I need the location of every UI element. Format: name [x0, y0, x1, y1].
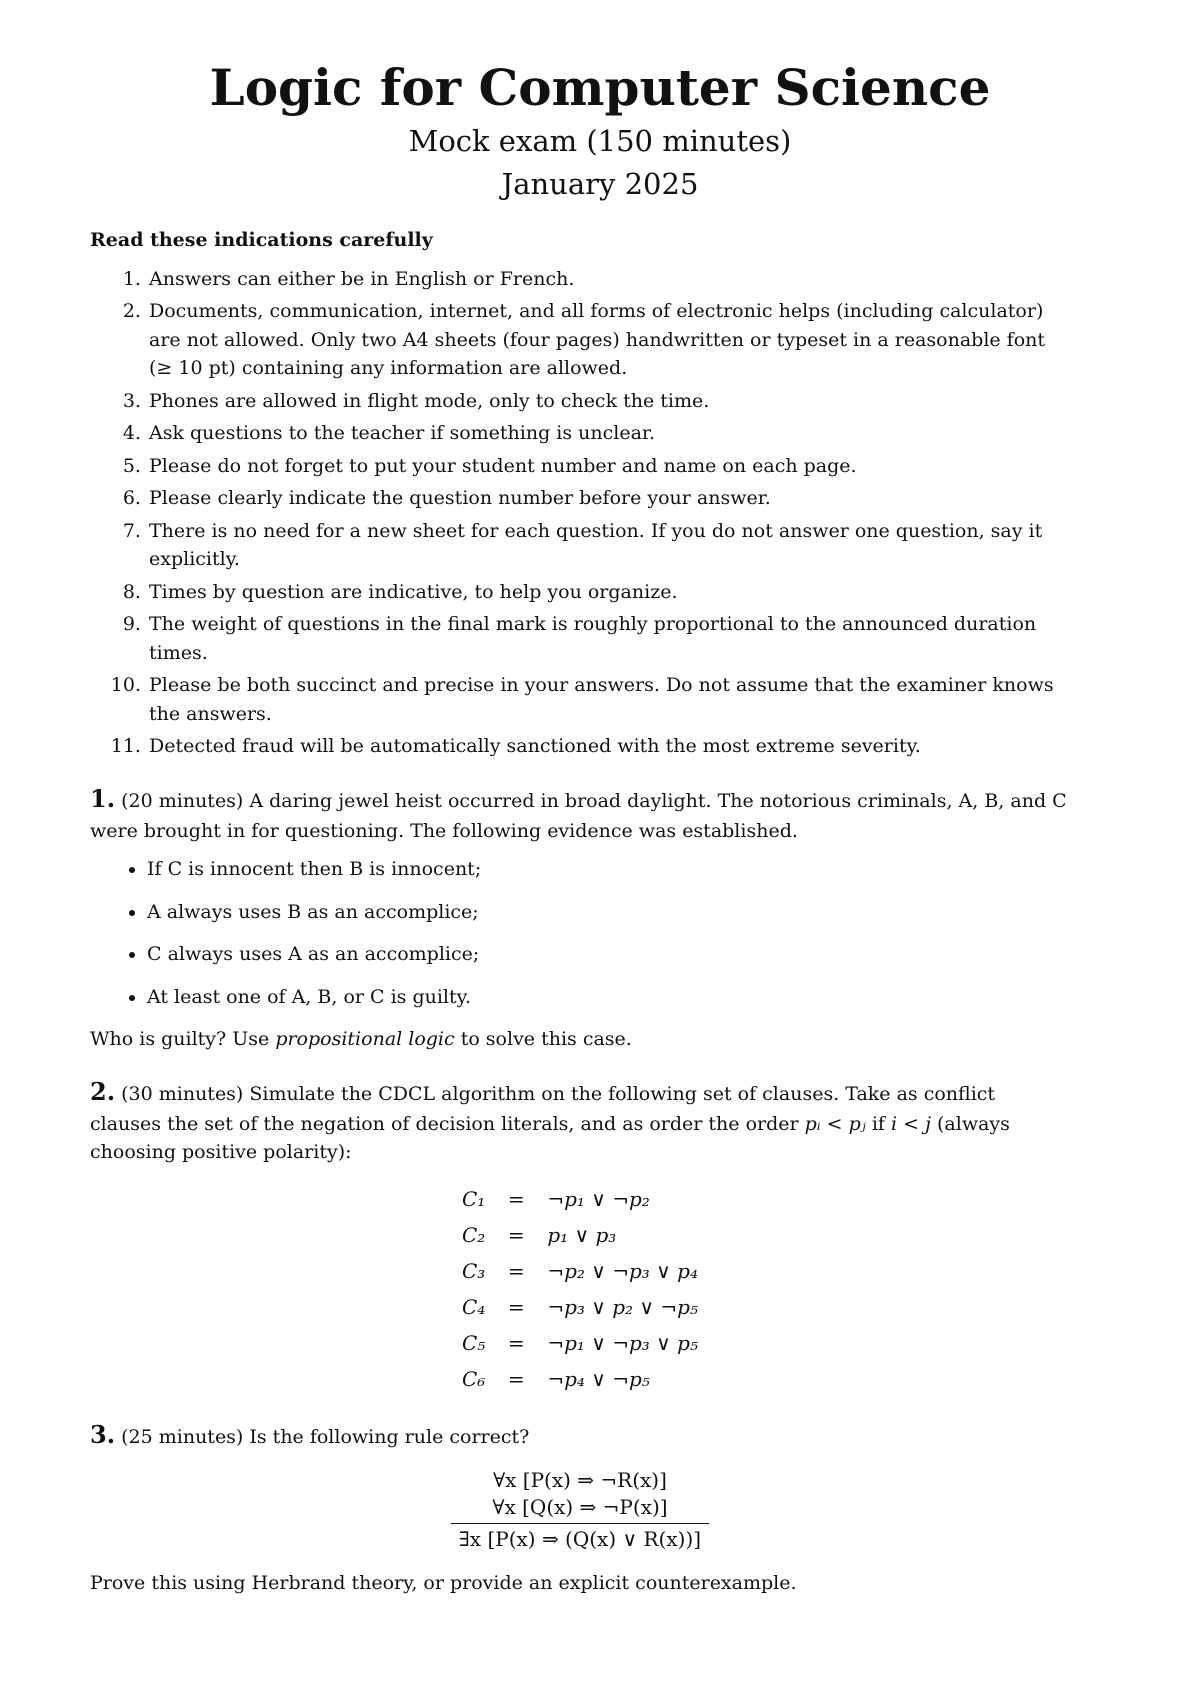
question-2: 2. (30 minutes) Simulate the CDCL algorithm on the following set of clauses. Take as conflict clauses the set of the negation of decision literals, and as order the order pᵢ < pⱼ if i < j (always choosing positive polarity): C₁ = ¬p₁ ∨ ¬p₂ C₂ = p₁ ∨ p₃ C₃ = ¬p₂ ∨ ¬p₃ ∨ p₄ C₄ = ¬p₃ ∨ p₂ ∨ ¬p₅ C₅ = ¬p₁ ∨ ¬p₃ ∨ p₅ C₆ = ¬p₄ ∨ ¬p₅ [90, 1074, 1070, 1397]
emphasis-text: propositional logic [275, 1028, 455, 1050]
indication-item: 9. The weight of questions in the final mark is roughly proportional to the announced duration times. [147, 610, 1070, 667]
question-3 [90, 1417, 1070, 1598]
clause-row [454, 1361, 706, 1397]
clause-row [454, 1181, 706, 1217]
question-number: 3. [90, 1419, 116, 1449]
exam-date: January 2025 [501, 166, 699, 201]
indication-item: 1. Answers can either be in English or French. [147, 265, 1070, 294]
rule-premise: ∀x [Q(x) ⇒ ¬P(x)] [492, 1494, 668, 1519]
evidence-item: • C always uses A as an accomplice; [147, 940, 1070, 969]
clause-expression: ¬p₁ ∨ ¬p₂ [547, 1186, 650, 1211]
exam-body [90, 226, 1070, 1597]
exam-header [0, 58, 1200, 202]
clause-name: C₃ [461, 1258, 486, 1283]
clause-expression: ¬p₂ ∨ ¬p₃ ∨ p₄ [547, 1258, 698, 1283]
evidence-item: • If C is innocent then B is innocent; [147, 855, 1070, 884]
equals-sign: = [507, 1330, 525, 1355]
clause-expression: ¬p₁ ∨ ¬p₃ ∨ p₅ [547, 1330, 698, 1355]
equals-sign: = [507, 1366, 525, 1391]
inference-rule [90, 1467, 1070, 1553]
question-number: 1. [90, 783, 116, 813]
question-text: (20 minutes) A daring jewel heist occurred in broad daylight. The notorious criminals, A, B, and C were brought in for questioning. The following evidence was established. [90, 789, 1067, 842]
clause-expression: ¬p₄ ∨ ¬p₅ [547, 1366, 650, 1391]
equals-sign: = [507, 1258, 525, 1283]
clause-row [454, 1217, 706, 1253]
evidence-list [90, 855, 1070, 1011]
rule-premise: ∀x [P(x) ⇒ ¬R(x)] [493, 1467, 667, 1492]
clause-row [454, 1325, 706, 1361]
evidence-item: • At least one of A, B, or C is guilty. [147, 983, 1070, 1012]
indication-item: 6. Please clearly indicate the question number before your answer. [147, 484, 1070, 513]
math-inline: pᵢ < pⱼ [804, 1112, 866, 1135]
equals-sign: = [507, 1222, 525, 1247]
indications-heading: Read these indications carefully [90, 229, 433, 251]
indication-item: 3. Phones are allowed in flight mode, only to check the time. [147, 387, 1070, 416]
indication-item: 8. Times by question are indicative, to help you organize. [147, 578, 1070, 607]
exam-subtitle: Mock exam (150 minutes) [408, 124, 792, 158]
equals-sign: = [507, 1186, 525, 1211]
question-followup: Who is guilty? Use propositional logic to solve this case. [90, 1028, 632, 1050]
indication-item: 2. Documents, communication, internet, and all forms of electronic helps (including calculator) are not allowed. Only two A4 sheets (four pages) handwritten or typeset in a reasonable font (≥ 10 pt) containing any information are allowed. [147, 297, 1070, 383]
question-instruction: Prove this using Herbrand theory, or provide an explicit counterexample. [90, 1571, 797, 1594]
evidence-item: • A always uses B as an accomplice; [147, 898, 1070, 927]
indication-item: 5. Please do not forget to put your student number and name on each page. [147, 452, 1070, 481]
clause-expression: p₁ ∨ p₃ [547, 1222, 617, 1247]
indication-item: 11. Detected fraud will be automatically sanctioned with the most extreme severity. [147, 732, 1070, 761]
question-text: (25 minutes) Is the following rule correct? [121, 1425, 530, 1448]
clause-name: C₅ [461, 1330, 486, 1355]
question-text: (30 minutes) Simulate the CDCL algorithm on the following set of clauses. Take as conflict clauses the set of the negation of decision literals, and as order the order [90, 1082, 996, 1135]
clause-name: C₂ [461, 1222, 486, 1247]
question-1 [90, 781, 1070, 1054]
indication-item: 10. Please be both succinct and precise in your answers. Do not assume that the examiner knows the answers. [147, 671, 1070, 728]
clause-expression: ¬p₃ ∨ p₂ ∨ ¬p₅ [547, 1294, 698, 1319]
question-number: 2. [90, 1076, 116, 1106]
clause-table [454, 1181, 706, 1397]
rule-conclusion: ∃x [P(x) ⇒ (Q(x) ∨ R(x))] [458, 1526, 702, 1551]
clause-row [454, 1253, 706, 1289]
indication-item: 7. There is no need for a new sheet for each question. If you do not answer one question, say it explicitly. [147, 517, 1070, 574]
clause-row [454, 1289, 706, 1325]
equals-sign: = [507, 1294, 525, 1319]
rule-divider [451, 1523, 709, 1524]
clause-set [90, 1181, 1070, 1397]
clause-name: C₆ [461, 1366, 486, 1391]
indications-list [90, 265, 1070, 761]
math-inline: i < j [891, 1112, 931, 1135]
clause-name: C₄ [461, 1294, 486, 1319]
clause-name: C₁ [461, 1186, 486, 1211]
exam-title: Logic for Computer Science [209, 58, 991, 117]
indication-item: 4. Ask questions to the teacher if something is unclear. [147, 419, 1070, 448]
